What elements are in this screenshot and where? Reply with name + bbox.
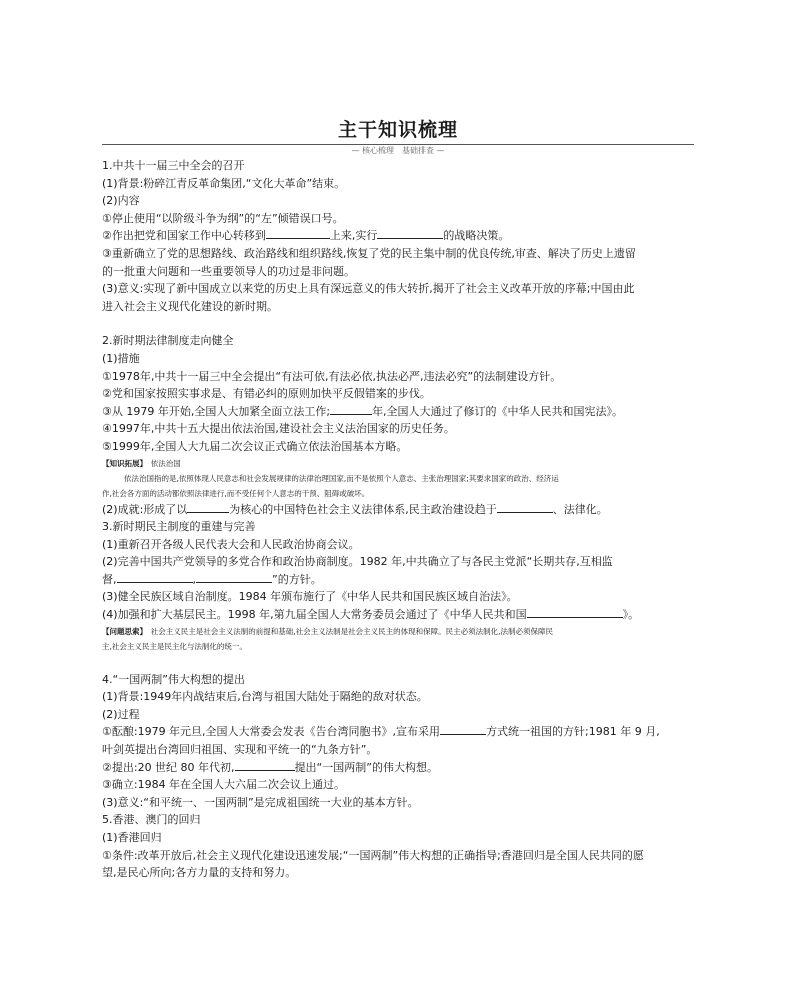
text-line: (1)重新召开各级人民代表大会和人民政治协商会议。 <box>102 537 360 551</box>
text-line: 进入社会主义现代化建设的新时期。 <box>102 299 278 313</box>
text-line: (1)香港回归 <box>102 831 162 844</box>
text-span: 年,全国人大通过了修订的《中华人民共和国宪法》。 <box>372 404 624 418</box>
page-subtitle: — 核心梳理 基础排查 — <box>351 146 445 155</box>
text-span: ”的方针。 <box>272 572 322 586</box>
knowledge-extension-header <box>102 456 694 471</box>
note-title: 依法治国 <box>150 458 181 468</box>
text-line <box>102 501 694 519</box>
text-span: (4)加强和扩大基层民主。1998 年,第九届全国人大常务委员会通过了《中华人民共和国 <box>102 608 527 622</box>
text-span: 方式统一祖国的方针;1981 年 9 月, <box>486 725 660 739</box>
text-span: 、法律化。 <box>552 502 608 516</box>
section-heading: 3.新时期民主制度的重建与完善 <box>102 520 256 534</box>
text-span: 上来,实行 <box>329 229 378 243</box>
text-span: ②作出把党和国家工作中心转移到 <box>102 229 266 243</box>
section-1 <box>102 157 694 315</box>
text-line <box>102 571 694 589</box>
section-heading: 1.中共十一届三中全会的召开 <box>102 159 245 172</box>
text-line: ①停止使用“以阶级斗争为纲”的“左”倾错误口号。 <box>102 211 344 225</box>
text-line: 望,是民心所向;各方力量的支持和努力。 <box>102 866 297 880</box>
section-heading: 2.新时期法律制度走向健全 <box>102 334 234 348</box>
text-line: ③重新确立了党的思想路线、政治路线和组织路线,恢复了党的民主集中制的优良传统,审查、解决了历史上遗留 <box>102 246 636 260</box>
page-title: 主干知识梳理 <box>337 119 458 141</box>
fill-blank[interactable] <box>377 227 443 239</box>
section-heading: 5.香港、澳门的回归 <box>102 813 201 827</box>
fill-blank[interactable] <box>330 403 372 415</box>
text-line <box>102 759 694 777</box>
document-page <box>102 112 694 882</box>
section-5 <box>102 811 694 881</box>
text-span: 提出“一国两制”的伟大构想。 <box>294 760 438 774</box>
text-line: (2)过程 <box>102 707 140 721</box>
fill-blank[interactable] <box>266 227 330 239</box>
text-line: ②党和国家按照实事求是、有错必纠的原则加快平反假错案的步伐。 <box>102 387 431 401</box>
text-span: ①酝酿:1979 年元旦,全国人大常委会发表《告台湾同胞书》,宣布采用 <box>102 725 441 739</box>
note-line: 作,社会各方面的活动都依照法律进行,而不受任何个人意志的干预、阻碍或破坏。 <box>102 488 370 498</box>
section-3 <box>102 518 694 654</box>
text-line <box>102 403 694 421</box>
spacer <box>102 654 694 671</box>
spacer <box>102 315 694 332</box>
text-span: , <box>192 572 196 586</box>
text-line <box>102 723 694 741</box>
text-line: (1)背景:粉碎江青反革命集团,“文化大革命”结束。 <box>102 176 346 190</box>
text-span: 督, <box>102 572 117 586</box>
note-tag: 【问题思索】 <box>102 626 144 636</box>
text-line: 的一批重大问题和一些重要领导人的功过是非问题。 <box>102 264 355 278</box>
text-line: (1)背景:1949年内战结束后,台湾与祖国大陆处于隔绝的敌对状态。 <box>102 690 428 704</box>
note-text: 社会主义民主是社会主义法制的前提和基础,社会主义法制是社会主义民主的体现和保障。民主必须法制化,法制必须保障民 <box>150 626 554 636</box>
text-span: 为核心的中国特色社会主义法律体系,民主政治建设趋于 <box>229 502 497 516</box>
note-line <box>102 624 694 639</box>
fill-blank[interactable] <box>527 606 623 618</box>
text-line: (2)内容 <box>102 194 140 208</box>
text-line: (2)完善中国共产党领导的多党合作和政治协商制度。1982 年,中共确立了与各民主党派“长期共存,互相监 <box>102 555 613 569</box>
text-line: ④1997年,中共十五大提出依法治国,建设社会主义法治国家的历史任务。 <box>102 422 455 436</box>
fill-blank[interactable] <box>117 571 193 583</box>
text-span: ②提出:20 世纪 80 年代初, <box>102 760 235 774</box>
text-line: (3)意义:“和平统一、一国两制”是完成祖国统一大业的基本方针。 <box>102 795 419 809</box>
text-span: 的战略决策。 <box>443 229 510 243</box>
text-line: ①条件:改革开放后,社会主义现代化建设迅速发展;“一国两制”伟大构想的正确指导;香港回归是全国人民共同的愿 <box>102 848 644 862</box>
text-line <box>102 606 694 624</box>
text-line <box>102 227 694 245</box>
fill-blank[interactable] <box>196 571 272 583</box>
fill-blank[interactable] <box>187 501 229 513</box>
text-line: ③确立:1984 年在全国人大六届二次会议上通过。 <box>102 778 346 792</box>
text-span: ③从 1979 年开始,全国人大加紧全面立法工作; <box>102 404 331 418</box>
text-line: (3)健全民族区域自治制度。1984 年颁布施行了《中华人民共和国民族区域自治法》。 <box>102 590 518 604</box>
text-span: (2)成就:形成了以 <box>102 502 188 516</box>
fill-blank[interactable] <box>497 501 553 513</box>
section-heading: 4.“一国两制”伟大构想的提出 <box>102 672 245 686</box>
note-tag: 【知识拓展】 <box>102 458 144 468</box>
text-line: (1)措施 <box>102 351 140 365</box>
fill-blank[interactable] <box>440 723 486 735</box>
text-line: ①1978年,中共十一届三中全会提出“有法可依,有法必依,执法必严,违法必究”的法制建设方针。 <box>102 369 562 383</box>
section-4 <box>102 671 694 812</box>
section-2 <box>102 332 694 518</box>
text-span: 》。 <box>622 608 640 622</box>
fill-blank[interactable] <box>235 759 295 771</box>
text-line: ⑤1999年,全国人大九届二次会议正式确立依法治国基本方略。 <box>102 439 408 453</box>
text-line: (3)意义:实现了新中国成立以来党的历史上具有深远意义的伟大转折,揭开了社会主义改革开放的序幕;中国由此 <box>102 282 635 296</box>
note-line: 依法治国指的是,依照体现人民意志和社会发展规律的法律治理国家,而不是依照个人意志、主张治理国家;其要求国家的政治、经济运 <box>124 473 559 483</box>
text-line: 叶剑英提出台湾回归祖国、实现和平统一的“九条方针”。 <box>102 743 378 757</box>
note-line: 主,社会主义民主是民主化与法制化的统一。 <box>102 641 247 651</box>
